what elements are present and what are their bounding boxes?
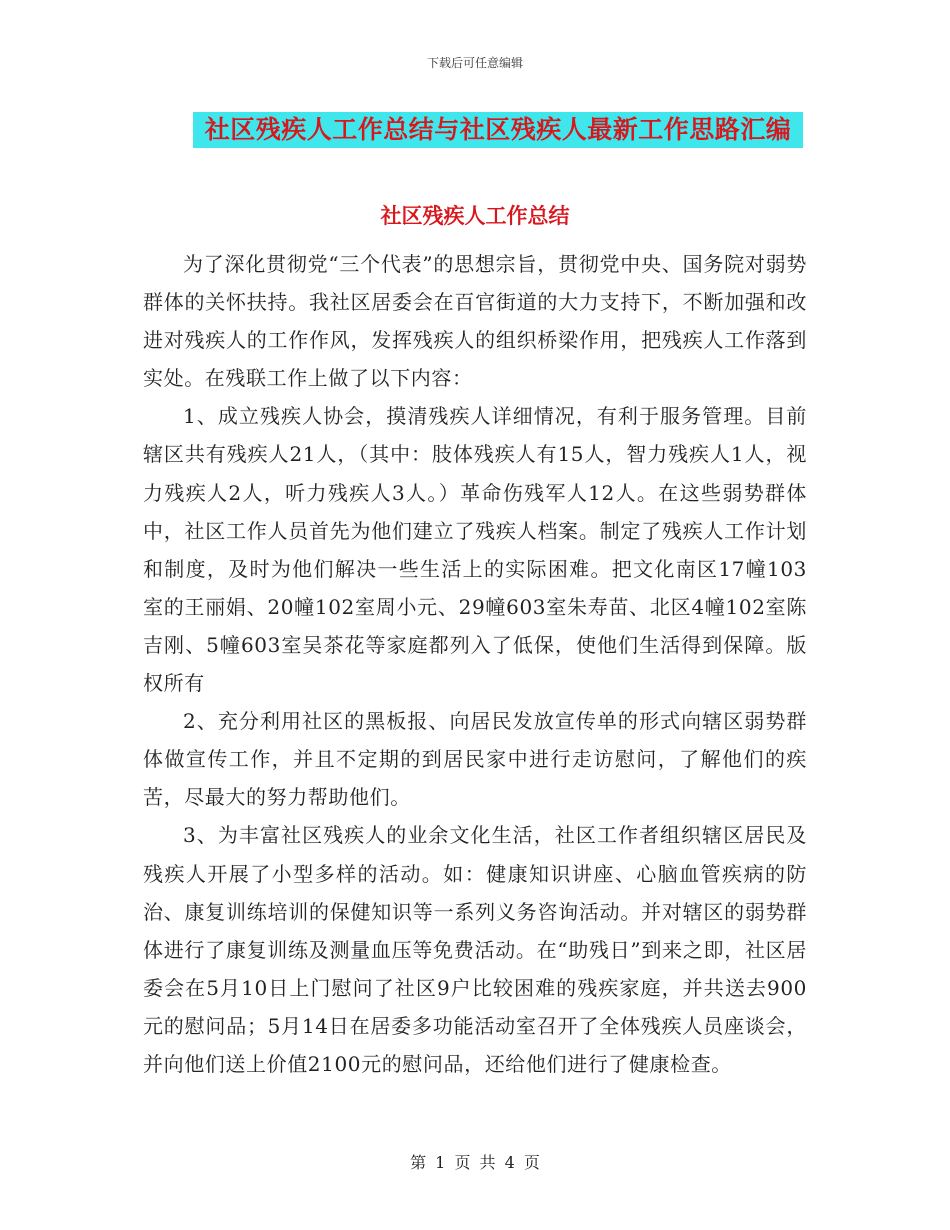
- header-note: 下载后可任意编辑: [426, 56, 523, 70]
- paragraph-item-1: 1、成立残疾人协会，摸清残疾人详细情况，有利于服务管理。目前辖区共有残疾人21人，（其中：肢体残疾人有15人，智力残疾人1人，视力残疾人2人，听力残疾人3人。）革命伤残军人12人。在这些弱势群体中，社区工作人员首先为他们建立了残疾人档案。制定了残疾人工作计划和制度，及时为他们解决一些生活上的实际困难。把文化南区17幢103室的王丽娟、20幢102室周小元、29幢603室朱寿苗、北区4幢102室陈吉刚、5幢603室吴茶花等家庭都列入了低保，使他们生活得到保障。版权所有: [143, 404, 807, 696]
- paragraph-intro: 为了深化贯彻党“三个代表”的思想宗旨，贯彻党中央、国务院对弱势群体的关怀扶持。我社区居委会在百官街道的大力支持下，不断加强和改进对残疾人的工作作风，发挥残疾人的组织桥梁作用，把残疾人工作落到实处。在残联工作上做了以下内容：: [143, 252, 807, 391]
- paragraph-item-3: 3、为丰富社区残疾人的业余文化生活，社区工作者组织辖区居民及残疾人开展了小型多样的活动。如：健康知识讲座、心脑血管疾病的防治、康复训练培训的保健知识等一系列义务咨询活动。并对辖区的弱势群体进行了康复训练及测量血压等免费活动。在“助残日”到来之即，社区居委会在5月10日上门慰问了社区9户比较困难的残疾家庭，并共送去900元的慰问品；5月14日在居委多功能活动室召开了全体残疾人员座谈会，并向他们送上价值2100元的慰问品，还给他们进行了健康检查。: [143, 823, 807, 1076]
- page-footer: 第 1 页 共 4 页: [410, 1153, 540, 1172]
- document-body: [143, 245, 807, 1083]
- section-title: 社区残疾人工作总结: [380, 203, 570, 228]
- document-title: 社区残疾人工作总结与社区残疾人最新工作思路汇编: [204, 115, 792, 144]
- document-title-highlight: [193, 112, 803, 148]
- paragraph-item-2: 2、充分利用社区的黑板报、向居民发放宣传单的形式向辖区弱势群体做宣传工作，并且不定期的到居民家中进行走访慰问，了解他们的疾苦，尽最大的努力帮助他们。: [143, 709, 807, 810]
